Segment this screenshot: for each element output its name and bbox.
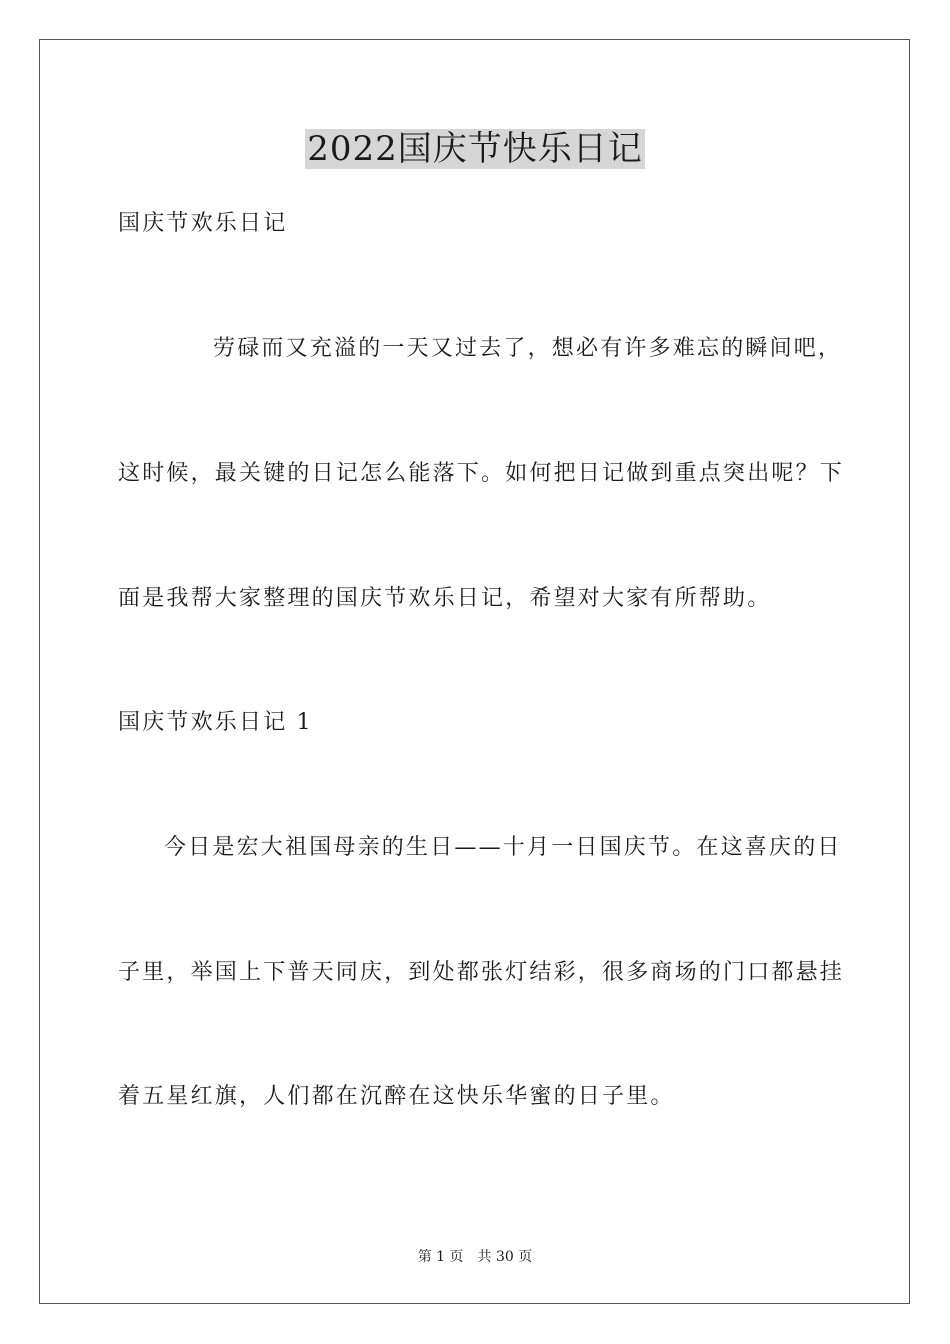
body-line-3: 着五星红旗，人们都在沉醉在这快乐华蜜的日子里。 <box>118 1084 675 1109</box>
document-title <box>0 126 950 172</box>
subtitle: 国庆节欢乐日记 <box>118 211 288 236</box>
intro-line-1: 劳碌而又充溢的一天又过去了，想必有许多难忘的瞬间吧， <box>213 336 843 361</box>
intro-line-2: 这时候，最关键的日记怎么能落下。如何把日记做到重点突出呢？下 <box>118 461 845 486</box>
page-number: 第 1 页 共 30 页 <box>417 1249 533 1265</box>
body-line-1: 今日是宏大祖国母亲的生日——十月一日国庆节。在这喜庆的日 <box>164 835 842 860</box>
document-title-text: 2022国庆节快乐日记 <box>307 129 643 169</box>
intro-line-3: 面是我帮大家整理的国庆节欢乐日记，希望对大家有所帮助。 <box>118 586 772 611</box>
body-line-2: 子里，举国上下普天同庆，到处都张灯结彩，很多商场的门口都悬挂 <box>118 960 845 985</box>
section-heading: 国庆节欢乐日记 1 <box>118 710 313 735</box>
